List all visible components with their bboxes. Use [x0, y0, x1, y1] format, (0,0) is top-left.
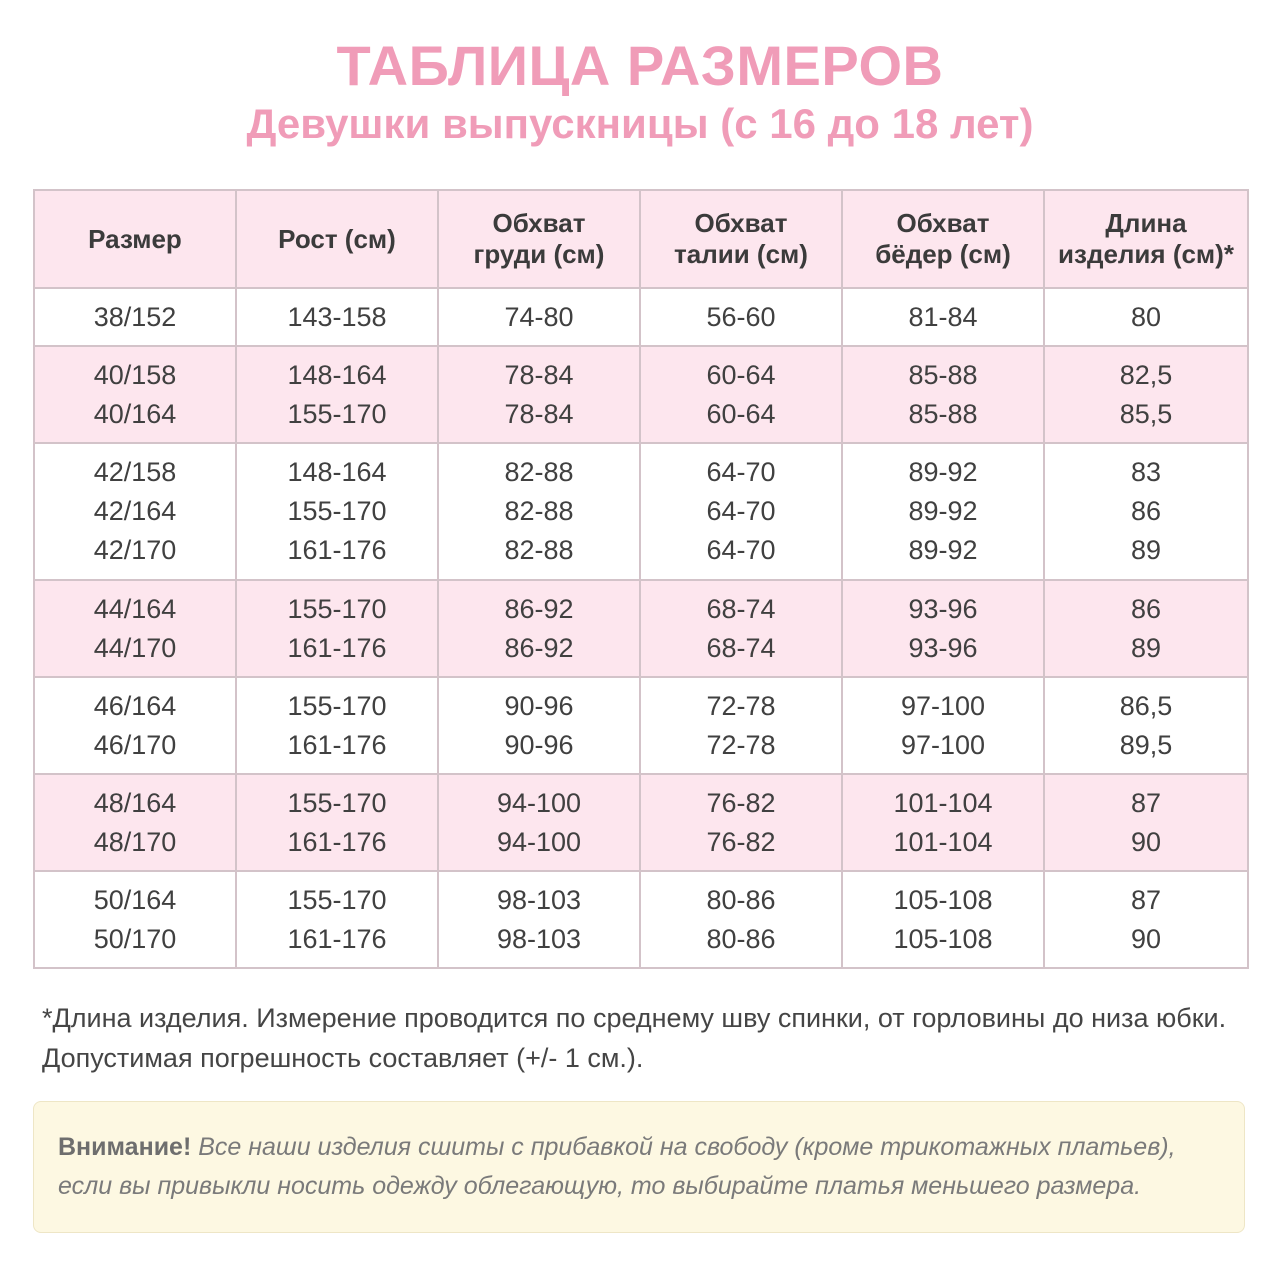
cell-value: 42/164: [93, 496, 177, 526]
page-subtitle: Девушки выпускницы (с 16 до 18 лет): [246, 100, 1034, 147]
column-header-line: Длина: [1105, 208, 1187, 238]
cell-size: [34, 346, 236, 443]
cell-value: 86: [1130, 593, 1162, 624]
cell-value: 81-84: [908, 301, 978, 332]
cell-value: 93-96: [908, 632, 978, 663]
cell-height: [236, 774, 438, 871]
cell-value: 87: [1130, 884, 1162, 915]
cell-value: 143-158: [287, 301, 387, 332]
notice-text: Все наши изделия сшиты с прибавкой на свободу (кроме трикотажных платьев), если вы привыкли носить одежду облегающую, то выбирайте платья меньшего размера.: [58, 1133, 1176, 1200]
cell-value: 155-170: [287, 787, 387, 818]
cell-value: 80-86: [706, 884, 776, 915]
cell-hips: [842, 871, 1044, 968]
cell-value: 93-96: [908, 593, 978, 624]
cell-value: 44/164: [93, 593, 177, 624]
cell-value: 105-108: [893, 923, 993, 954]
column-header-line: Обхват: [694, 208, 788, 238]
cell-height: [236, 288, 438, 346]
cell-value: 94-100: [496, 787, 582, 818]
cell-value: 155-170: [287, 398, 387, 429]
cell-value: 72-78: [706, 690, 776, 721]
cell-hips: [842, 346, 1044, 443]
cell-hips: [842, 288, 1044, 346]
cell-value: 105-108: [893, 884, 993, 915]
cell-value: 78-84: [504, 398, 574, 429]
cell-length: [1044, 443, 1248, 580]
table-row: [34, 443, 1248, 580]
column-header-waist: [640, 190, 842, 288]
cell-value: 89-92: [908, 457, 978, 487]
cell-size: [34, 288, 236, 346]
notice-lead: Внимание!: [58, 1133, 192, 1161]
table-header-row: [34, 190, 1248, 288]
cell-value: 44/170: [93, 632, 177, 663]
column-header-length: [1044, 190, 1248, 288]
cell-value: 82-88: [504, 496, 574, 526]
cell-height: [236, 443, 438, 580]
column-header-line: Рост (см): [278, 223, 396, 254]
cell-chest: [438, 443, 640, 580]
cell-value: 148-164: [287, 457, 387, 487]
cell-value: 87: [1130, 787, 1162, 818]
cell-value: 76-82: [706, 787, 776, 818]
cell-value: 155-170: [287, 884, 387, 915]
table-body: [34, 288, 1248, 968]
cell-chest: [438, 677, 640, 774]
cell-value: 155-170: [287, 690, 387, 721]
cell-value: 72-78: [706, 729, 776, 760]
notice-box: [33, 1101, 1245, 1233]
cell-value: 68-74: [706, 632, 776, 663]
cell-value: 60-64: [706, 398, 776, 429]
table-row: [34, 774, 1248, 871]
column-header-height: [236, 190, 438, 288]
cell-height: [236, 677, 438, 774]
cell-value: 161-176: [287, 826, 387, 857]
cell-value: 86-92: [504, 593, 574, 624]
cell-value: 74-80: [504, 301, 574, 332]
cell-value: 82-88: [504, 535, 574, 565]
column-header-line: Обхват: [492, 208, 586, 238]
cell-value: 97-100: [900, 690, 986, 721]
cell-size: [34, 443, 236, 580]
cell-value: 56-60: [706, 301, 776, 332]
cell-height: [236, 871, 438, 968]
column-header-line: бёдер (см): [875, 239, 1011, 269]
cell-hips: [842, 443, 1044, 580]
table-row: [34, 677, 1248, 774]
cell-length: [1044, 346, 1248, 443]
cell-length: [1044, 677, 1248, 774]
cell-value: 46/170: [93, 729, 177, 760]
cell-value: 89: [1130, 535, 1162, 565]
cell-waist: [640, 774, 842, 871]
column-header-chest: [438, 190, 640, 288]
page-title: ТАБЛИЦА РАЗМЕРОВ: [336, 34, 944, 97]
table-row: [34, 871, 1248, 968]
cell-waist: [640, 871, 842, 968]
cell-value: 98-103: [496, 923, 582, 954]
table-row: [34, 580, 1248, 677]
column-header-line: Размер: [88, 223, 182, 254]
cell-value: 89-92: [908, 535, 978, 565]
cell-value: 38/152: [93, 301, 177, 332]
cell-chest: [438, 871, 640, 968]
table-row: [34, 288, 1248, 346]
cell-waist: [640, 288, 842, 346]
column-header-line: груди (см): [473, 239, 605, 269]
cell-value: 161-176: [287, 923, 387, 954]
cell-value: 155-170: [287, 593, 387, 624]
cell-waist: [640, 443, 842, 580]
cell-value: 76-82: [706, 826, 776, 857]
cell-length: [1044, 288, 1248, 346]
cell-value: 83: [1130, 457, 1162, 487]
column-header-size: [34, 190, 236, 288]
cell-size: [34, 580, 236, 677]
cell-size: [34, 871, 236, 968]
cell-value: 85-88: [908, 359, 978, 390]
cell-height: [236, 580, 438, 677]
cell-value: 48/170: [93, 826, 177, 857]
cell-value: 64-70: [706, 457, 776, 487]
cell-value: 42/170: [93, 535, 177, 565]
cell-value: 161-176: [287, 729, 387, 760]
cell-size: [34, 677, 236, 774]
cell-size: [34, 774, 236, 871]
cell-value: 78-84: [504, 359, 574, 390]
cell-waist: [640, 346, 842, 443]
cell-hips: [842, 677, 1044, 774]
cell-value: 97-100: [900, 729, 986, 760]
cell-hips: [842, 774, 1044, 871]
cell-value: 89-92: [908, 496, 978, 526]
cell-value: 94-100: [496, 826, 582, 857]
cell-height: [236, 346, 438, 443]
cell-value: 60-64: [706, 359, 776, 390]
cell-value: 50/170: [93, 923, 177, 954]
cell-value: 86: [1130, 496, 1162, 526]
cell-value: 68-74: [706, 593, 776, 624]
cell-value: 161-176: [287, 632, 387, 663]
column-header-line: Обхват: [896, 208, 990, 238]
footnote: *Длина изделия. Измерение проводится по среднему шву спинки, от горловины до низа юбки. Допустимая погрешность составляет (+/- 1 см.).: [42, 1003, 1227, 1073]
cell-length: [1044, 774, 1248, 871]
cell-value: 148-164: [287, 359, 387, 390]
cell-value: 90: [1130, 923, 1162, 954]
cell-value: 46/164: [93, 690, 177, 721]
cell-value: 161-176: [287, 535, 387, 565]
cell-value: 155-170: [287, 496, 387, 526]
cell-value: 82,5: [1119, 359, 1173, 390]
column-header-line: талии (см): [674, 239, 808, 269]
cell-chest: [438, 288, 640, 346]
cell-value: 89,5: [1119, 729, 1173, 760]
cell-hips: [842, 580, 1044, 677]
cell-value: 98-103: [496, 884, 582, 915]
cell-value: 50/164: [93, 884, 177, 915]
column-header-hips: [842, 190, 1044, 288]
cell-waist: [640, 677, 842, 774]
cell-value: 64-70: [706, 535, 776, 565]
table-row: [34, 346, 1248, 443]
cell-value: 48/164: [93, 787, 177, 818]
size-table: [33, 189, 1249, 969]
cell-length: [1044, 871, 1248, 968]
cell-value: 101-104: [893, 787, 993, 818]
cell-value: 64-70: [706, 496, 776, 526]
cell-chest: [438, 346, 640, 443]
cell-length: [1044, 580, 1248, 677]
cell-value: 40/158: [93, 359, 177, 390]
cell-value: 40/164: [93, 398, 177, 429]
cell-waist: [640, 580, 842, 677]
cell-value: 90-96: [504, 690, 574, 721]
cell-value: 80: [1130, 301, 1162, 332]
cell-chest: [438, 774, 640, 871]
cell-chest: [438, 580, 640, 677]
cell-value: 90-96: [504, 729, 574, 760]
column-header-line: изделия (см)*: [1058, 239, 1234, 269]
cell-value: 85-88: [908, 398, 978, 429]
cell-value: 90: [1130, 826, 1162, 857]
cell-value: 86,5: [1119, 690, 1173, 721]
cell-value: 89: [1130, 632, 1162, 663]
cell-value: 80-86: [706, 923, 776, 954]
cell-value: 42/158: [93, 457, 177, 487]
cell-value: 85,5: [1119, 398, 1173, 429]
cell-value: 82-88: [504, 457, 574, 487]
cell-value: 101-104: [893, 826, 993, 857]
cell-value: 86-92: [504, 632, 574, 663]
